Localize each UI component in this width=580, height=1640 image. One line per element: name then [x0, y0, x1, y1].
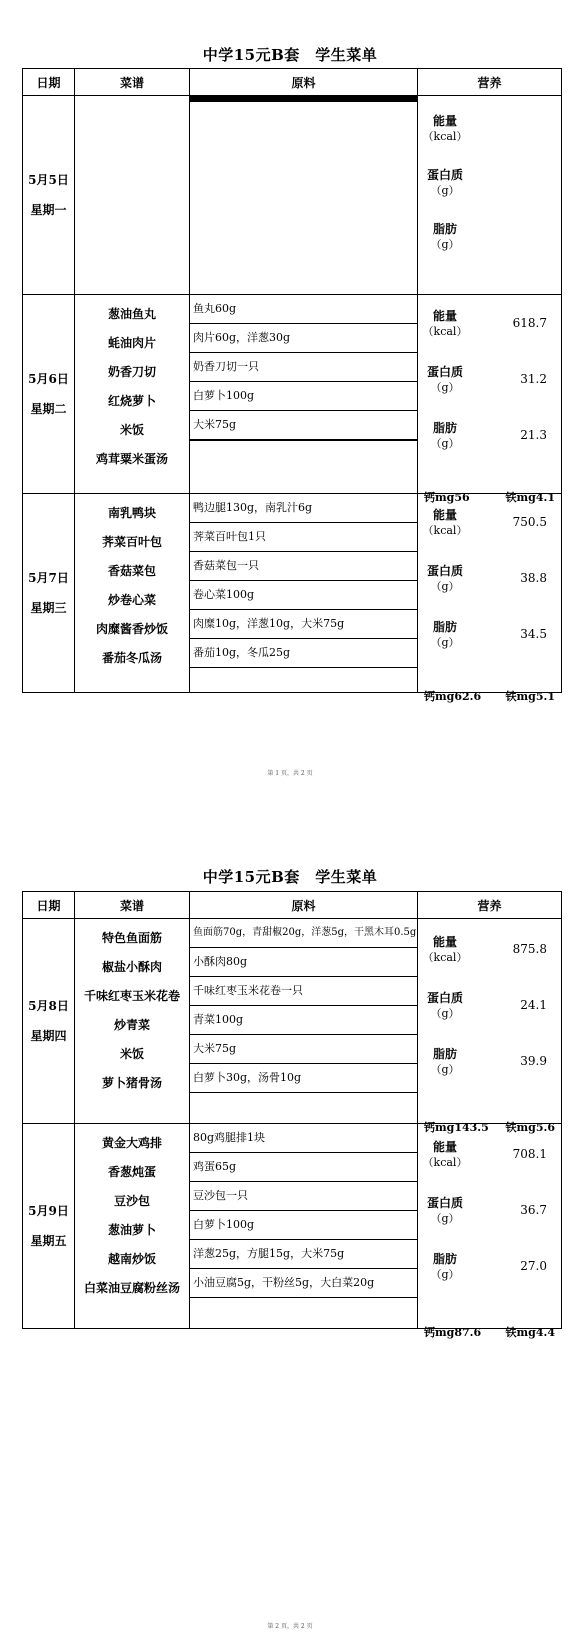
dish-name: 米饭 — [119, 1047, 144, 1061]
energy-value: 708.1 — [512, 1147, 547, 1161]
dishes-cell — [75, 494, 190, 693]
energy-label: 能量 — [432, 508, 457, 522]
protein-value: 24.1 — [520, 998, 547, 1012]
ingredient-line: 香菇菜包一只 — [190, 552, 417, 581]
ingredient-line: 白萝卜30g，汤骨10g — [190, 1064, 417, 1093]
energy-label: 能量 — [432, 935, 457, 949]
ingredient-line: 肉糜10g，洋葱10g，大米75g — [190, 610, 417, 639]
nutrition-cell — [418, 1124, 562, 1339]
date-cell — [23, 919, 75, 1124]
weekday: 星期三 — [30, 601, 67, 615]
dish-name: 奶香刀切 — [107, 365, 156, 379]
protein-value: 36.7 — [520, 1203, 547, 1217]
date-cell — [23, 295, 75, 494]
nutrition-cell — [418, 96, 562, 295]
date: 5月7日 — [28, 571, 69, 585]
day-row — [23, 494, 562, 693]
dish-name: 米饭 — [119, 423, 144, 437]
dish-name: 蚝油肉片 — [107, 336, 156, 350]
dishes-cell — [75, 1124, 190, 1329]
fat-label: 脂肪 — [432, 620, 457, 634]
day-row — [23, 1124, 562, 1329]
protein-unit: （g） — [430, 184, 460, 197]
fat-label: 脂肪 — [432, 222, 457, 236]
dish-name: 黄金大鸡排 — [101, 1136, 162, 1150]
day-row — [23, 96, 562, 295]
dish-name: 豆沙包 — [113, 1194, 150, 1208]
protein-label: 蛋白质 — [426, 1196, 463, 1210]
fat-unit: （g） — [430, 437, 460, 450]
fat-value: 21.3 — [520, 428, 547, 442]
fat-label: 脂肪 — [432, 421, 457, 435]
ingredients-cell — [190, 295, 418, 494]
ingredient-line: 青菜100g — [190, 1006, 417, 1035]
ingredient-line — [190, 440, 417, 441]
day-row — [23, 295, 562, 494]
nutrition-cell — [418, 919, 562, 1134]
menu-table — [22, 891, 562, 1339]
fat-value: 27.0 — [520, 1259, 547, 1273]
dishes-cell — [75, 295, 190, 494]
header-date: 日期 — [23, 892, 75, 919]
header-nutrition: 营养 — [418, 69, 562, 96]
fat-unit: （g） — [430, 636, 460, 649]
header-nutrition: 营养 — [418, 892, 562, 919]
protein-label: 蛋白质 — [426, 168, 463, 182]
dish-name: 白菜油豆腐粉丝汤 — [83, 1281, 180, 1295]
ingredient-line: 白萝卜100g — [190, 1211, 417, 1240]
dishes-cell — [75, 919, 190, 1124]
energy-unit: （kcal） — [422, 951, 468, 964]
header-dishes: 菜谱 — [75, 69, 190, 96]
menu-table — [22, 68, 562, 703]
ingredient-line: 大米75g — [190, 1035, 417, 1064]
iron-value: 铁mg5.6 — [505, 1121, 555, 1134]
energy-unit: （kcal） — [422, 130, 468, 143]
ingredient-line: 鱼面筋70g，青甜椒20g，洋葱5g，干黑木耳0.5g — [190, 919, 417, 948]
dish-name: 越南炒饭 — [107, 1252, 156, 1266]
dish-name: 番茄冬瓜汤 — [101, 651, 162, 665]
ingredient-line: 小酥肉80g — [190, 948, 417, 977]
fat-unit: （g） — [430, 1268, 460, 1281]
weekday: 星期二 — [30, 402, 67, 416]
date-cell — [23, 494, 75, 693]
fat-value: 39.9 — [520, 1054, 547, 1068]
ingredients-cell — [190, 1124, 418, 1329]
day-row — [23, 919, 562, 1124]
protein-value: 31.2 — [520, 372, 547, 386]
header-ingredients: 原料 — [190, 69, 418, 96]
dish-name: 鸡茸粟米蛋汤 — [95, 452, 168, 466]
dishes-cell — [75, 96, 190, 295]
fat-value: 34.5 — [520, 627, 547, 641]
page-title: 中学15元B套 学生菜单 — [202, 46, 378, 64]
protein-unit: （g） — [430, 1007, 460, 1020]
calcium-value: 钙mg56 — [424, 491, 470, 504]
dish-name: 荠菜百叶包 — [101, 535, 162, 549]
date: 5月6日 — [28, 372, 69, 386]
dish-name: 炒卷心菜 — [107, 593, 156, 607]
ingredient-line: 奶香刀切一只 — [190, 353, 417, 382]
date: 5月8日 — [28, 999, 69, 1013]
protein-unit: （g） — [430, 381, 460, 394]
fat-label: 脂肪 — [432, 1252, 457, 1266]
date-cell — [23, 96, 75, 295]
weekday: 星期四 — [30, 1029, 67, 1043]
dish-name: 红烧萝卜 — [107, 394, 156, 408]
dish-name: 肉糜酱香炒饭 — [95, 622, 168, 636]
energy-value: 618.7 — [512, 316, 547, 330]
fat-unit: （g） — [430, 238, 460, 251]
dish-name: 椒盐小酥肉 — [101, 960, 162, 974]
fat-label: 脂肪 — [432, 1047, 457, 1061]
nutrition-cell — [418, 295, 562, 504]
nutrition-cell — [418, 494, 562, 703]
date: 5月9日 — [28, 1204, 69, 1218]
ingredient-line: 80g鸡腿排1块 — [190, 1124, 417, 1153]
dish-name: 香菇菜包 — [107, 564, 156, 578]
header-date: 日期 — [23, 69, 75, 96]
energy-value: 750.5 — [512, 515, 547, 529]
fat-unit: （g） — [430, 1063, 460, 1076]
ingredients-cell — [190, 96, 418, 295]
table-header-row — [23, 892, 562, 919]
dish-name: 特色鱼面筋 — [101, 931, 162, 945]
energy-unit: （kcal） — [422, 325, 468, 338]
iron-value: 铁mg5.1 — [505, 690, 555, 703]
protein-value: 38.8 — [520, 571, 547, 585]
energy-value: 875.8 — [512, 942, 547, 956]
weekday: 星期五 — [30, 1234, 67, 1248]
header-ingredients: 原料 — [190, 892, 418, 919]
page-footer: 第 1 页，共 2 页 — [267, 770, 313, 777]
protein-label: 蛋白质 — [426, 991, 463, 1005]
dish-name: 香葱炖蛋 — [107, 1165, 156, 1179]
dish-name: 千味红枣玉米花卷 — [83, 989, 180, 1003]
dish-name: 炒青菜 — [113, 1018, 150, 1032]
energy-label: 能量 — [432, 1140, 457, 1154]
date-cell — [23, 1124, 75, 1329]
weekday: 星期一 — [30, 203, 67, 217]
energy-unit: （kcal） — [422, 1156, 468, 1169]
protein-unit: （g） — [430, 580, 460, 593]
ingredient-line: 洋葱25g，方腿15g，大米75g — [190, 1240, 417, 1269]
calcium-value: 钙mg62.6 — [424, 690, 482, 703]
ingredient-line: 大米75g — [190, 411, 417, 440]
ingredient-line: 白萝卜100g — [190, 382, 417, 411]
ingredient-line: 千味红枣玉米花卷一只 — [190, 977, 417, 1006]
energy-label: 能量 — [432, 114, 457, 128]
ingredient-line: 番茄10g，冬瓜25g — [190, 639, 417, 668]
page-footer: 第 2 页，共 2 页 — [267, 1623, 313, 1630]
ingredients-cell — [190, 494, 418, 693]
ingredient-line: 鸡蛋65g — [190, 1153, 417, 1182]
iron-value: 铁mg4.4 — [505, 1326, 555, 1339]
ingredient-line: 肉片60g，洋葱30g — [190, 324, 417, 353]
protein-label: 蛋白质 — [426, 564, 463, 578]
ingredients-cell — [190, 919, 418, 1124]
ingredient-line: 小油豆腐5g，干粉丝5g，大白菜20g — [190, 1269, 417, 1298]
protein-label: 蛋白质 — [426, 365, 463, 379]
ingredient-line: 卷心菜100g — [190, 581, 417, 610]
dish-name: 南乳鸭块 — [107, 506, 156, 520]
protein-unit: （g） — [430, 1212, 460, 1225]
iron-value: 铁mg4.1 — [505, 491, 555, 504]
energy-label: 能量 — [432, 309, 457, 323]
page-title: 中学15元B套 学生菜单 — [202, 868, 378, 886]
ingredient-line: 鸭边腿130g，南乳汁6g — [190, 494, 417, 523]
dish-name: 葱油萝卜 — [107, 1223, 156, 1237]
header-dishes: 菜谱 — [75, 892, 190, 919]
table-header-row — [23, 69, 562, 96]
calcium-value: 钙mg143.5 — [424, 1121, 489, 1134]
ingredient-line: 鱼丸60g — [190, 295, 417, 324]
calcium-value: 钙mg87.6 — [424, 1326, 482, 1339]
ingredient-line: 豆沙包一只 — [190, 1182, 417, 1211]
date: 5月5日 — [28, 173, 69, 187]
ingredient-line: 荠菜百叶包1只 — [190, 523, 417, 552]
energy-unit: （kcal） — [422, 524, 468, 537]
ingredient-line — [190, 101, 417, 102]
dish-name: 萝卜猪骨汤 — [101, 1076, 162, 1090]
dish-name: 葱油鱼丸 — [107, 307, 156, 321]
